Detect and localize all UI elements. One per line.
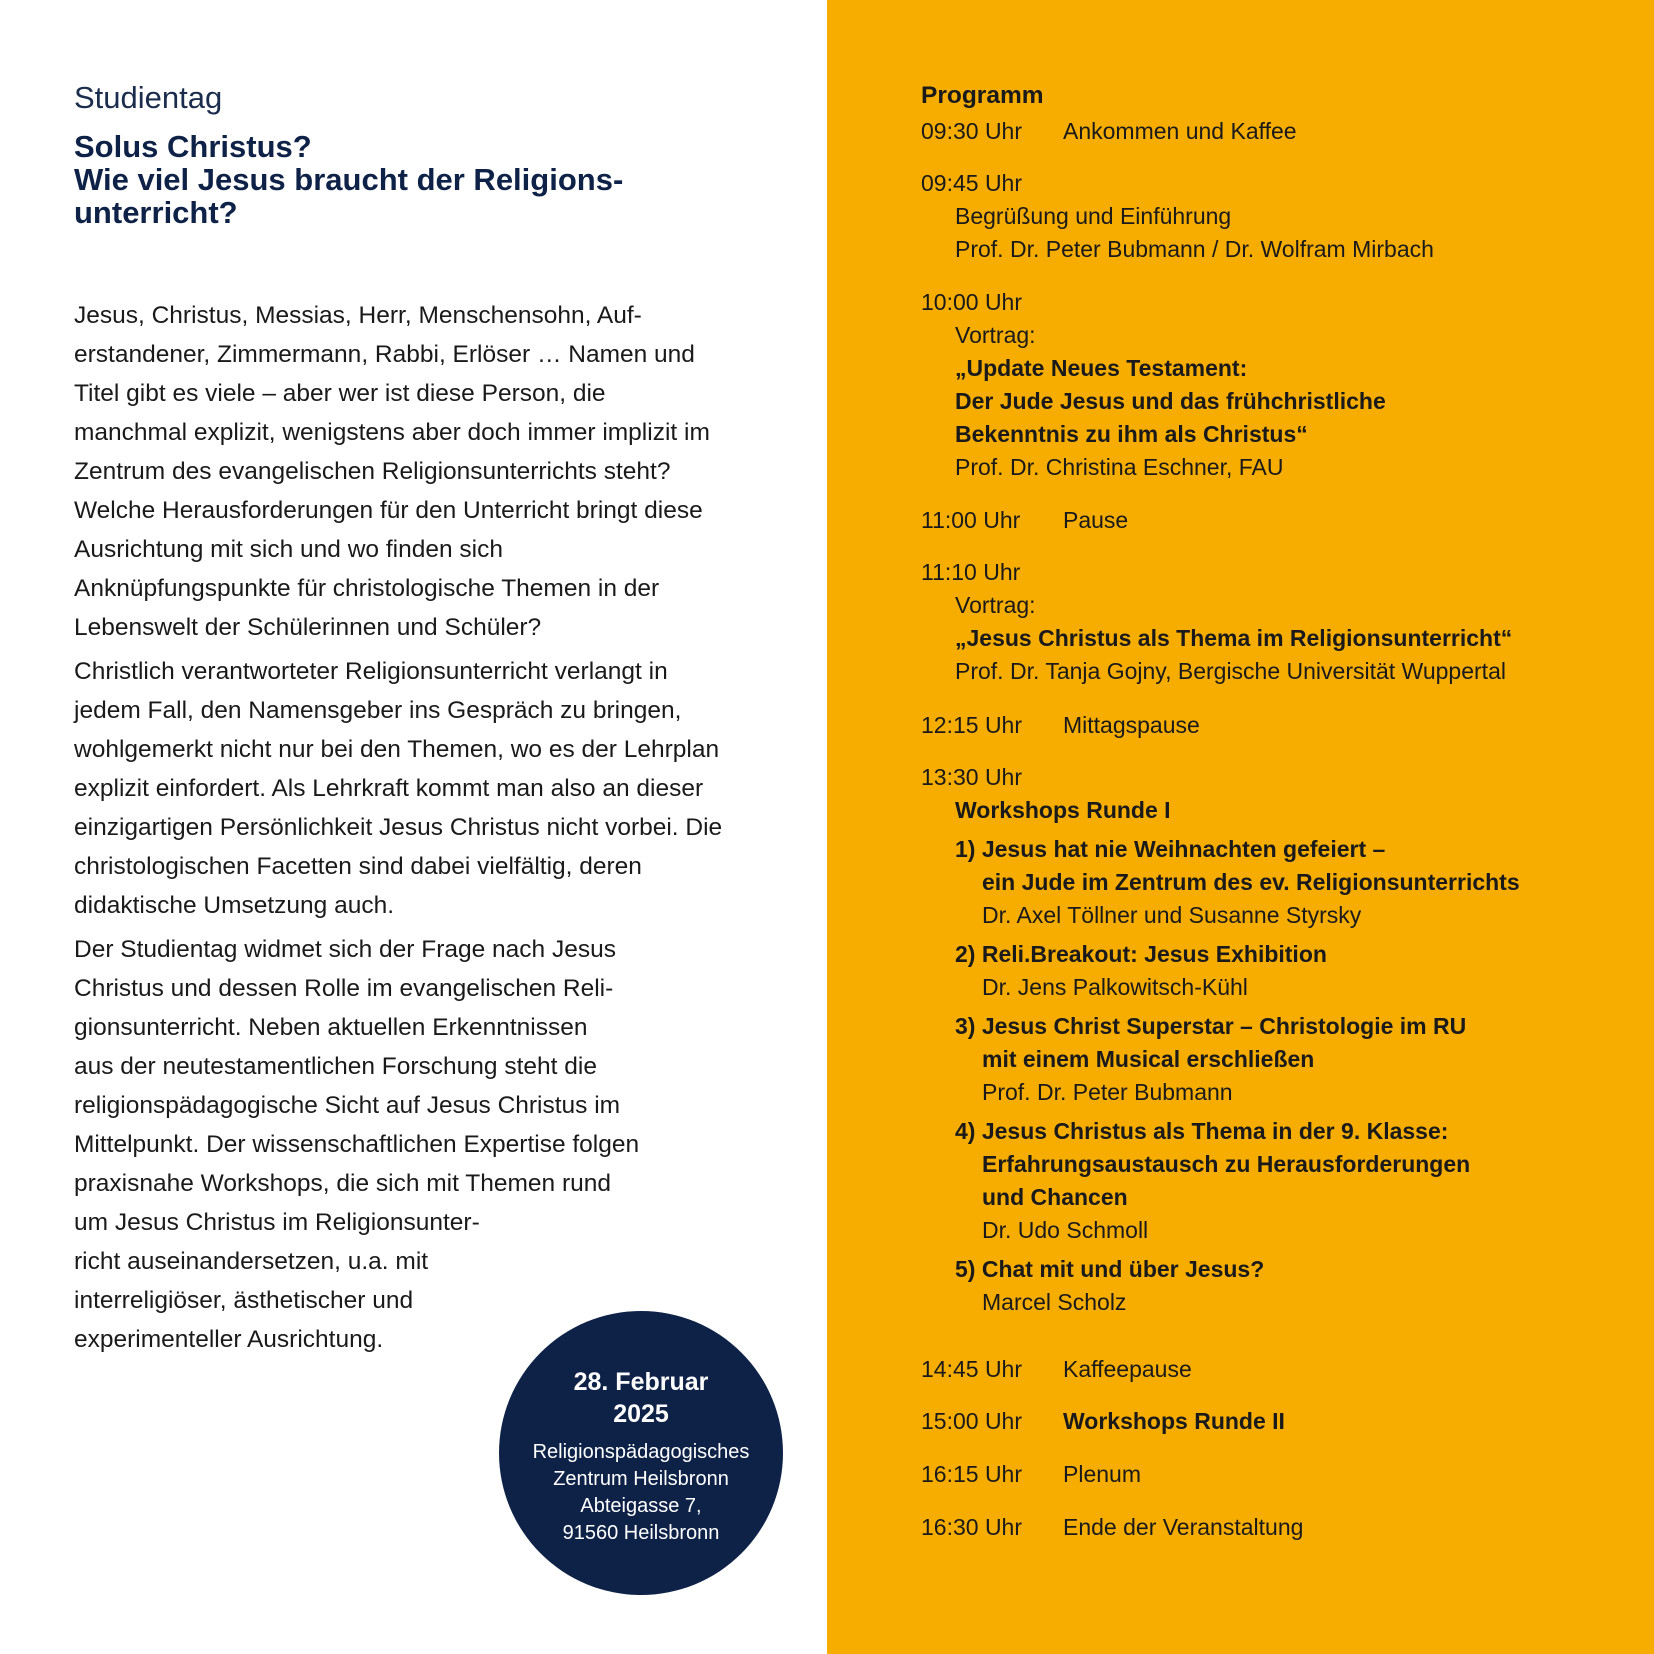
entry-text: Mittagspause (1063, 712, 1200, 738)
entry-label: Vortrag: (955, 592, 1036, 618)
workshop-title: 2) Reli.Breakout: Jesus Exhibition (955, 941, 1327, 967)
entry-text: Pause (1063, 507, 1129, 533)
event-date (499, 1366, 783, 1430)
program-heading: Programm (921, 82, 1044, 109)
text-line: interreligiöser, ästhetischer und (74, 1287, 414, 1314)
workshop-item (921, 1115, 1621, 1247)
location-line: 91560 Heilsbronn (562, 1522, 720, 1544)
entry-time: 15:00 Uhr (921, 1408, 1023, 1434)
lecture-title: Der Jude Jesus und das frühchristliche (955, 388, 1386, 414)
schedule-entry (921, 286, 1621, 504)
workshop-speaker: Dr. Axel Töllner und Susanne Styrsky (982, 902, 1362, 928)
schedule-entry (921, 1511, 1621, 1551)
location-line: Religionspädagogisches (532, 1441, 750, 1463)
description-paragraph: Jesus, Christus, Messias, Herr, Menschensohn, Auferstandener, Zimmermann, Rabbi, Erlöser … Namen und Titel gibt es viele – aber wer ist diese Person, die manchmal explizit, wenigstens aber doch immer implizit im Zentrum des evangelischen Religionsunterrichts steht? Welche Herausforderungen für den Unterricht bringt diese Ausrichtung mit sich und wo finden sich Anknüpfungspunkte für christologische Themen in der Lebenswelt der Schülerinnen und Schüler? (74, 302, 710, 641)
text-line: religionspädagogische Sicht auf Jesus Christus im (74, 1092, 621, 1119)
workshop-item (921, 1010, 1621, 1109)
workshop-speaker: Dr. Udo Schmoll (982, 1217, 1149, 1243)
workshop-title: 5) Chat mit und über Jesus? (955, 1256, 1265, 1282)
location-line: Abteigasse 7, (580, 1495, 702, 1517)
schedule-entry (921, 1458, 1621, 1511)
entry-time: 12:15 Uhr (921, 712, 1023, 738)
workshop-title: mit einem Musical erschließen (982, 1046, 1315, 1072)
workshop-item (921, 938, 1621, 1004)
schedule-entry (921, 167, 1621, 286)
workshop-title: 4) Jesus Christus als Thema in der 9. Klasse: (955, 1118, 1449, 1144)
description-paragraph (74, 930, 654, 1359)
date-line: 2025 (613, 1400, 669, 1428)
workshop-speaker: Dr. Jens Palkowitsch-Kühl (982, 974, 1248, 1000)
entry-time: 10:00 Uhr (921, 289, 1023, 315)
lecture-title: Bekenntnis zu ihm als Christus“ (955, 421, 1308, 447)
workshop-item (921, 1253, 1621, 1319)
description (74, 296, 724, 1359)
text-line: Mittelpunkt. Der wissenschaftlichen Expertise folgen (74, 1131, 640, 1158)
entry-text: Kaffeepause (1063, 1356, 1192, 1382)
schedule-entry (921, 556, 1621, 709)
entry-speaker: Prof. Dr. Tanja Gojny, Bergische Universität Wuppertal (955, 658, 1506, 684)
title-line: Wie viel Jesus braucht der Religions- (74, 162, 624, 197)
event-type: Studientag (74, 80, 223, 115)
entry-time: 16:15 Uhr (921, 1461, 1023, 1487)
workshop-speaker: Prof. Dr. Peter Bubmann (982, 1079, 1233, 1105)
event-title (74, 130, 714, 229)
text-line: gionsunterricht. Neben aktuellen Erkenntnissen (74, 1014, 588, 1041)
date-line: 28. Februar (573, 1368, 709, 1396)
workshop-speaker: Marcel Scholz (982, 1289, 1127, 1315)
text-line: um Jesus Christus im Religionsunter- (74, 1209, 480, 1236)
text-line: aus der neutestamentlichen Forschung steht die (74, 1053, 597, 1080)
entry-time: 11:00 Uhr (921, 507, 1021, 533)
title-line: unterricht? (74, 195, 238, 230)
schedule-entry (921, 761, 1621, 1353)
schedule-entry (921, 1405, 1621, 1458)
workshop-title: Erfahrungsaustausch zu Herausforderungen (982, 1151, 1471, 1177)
workshop-title: 1) Jesus hat nie Weihnachten gefeiert – (955, 836, 1386, 862)
lecture-title: „Jesus Christus als Thema im Religionsunterricht“ (955, 625, 1513, 651)
entry-time: 11:10 Uhr (921, 559, 1021, 585)
entry-time: 14:45 Uhr (921, 1356, 1023, 1382)
program-schedule (921, 78, 1621, 1551)
text-line: richt auseinandersetzen, u.a. mit (74, 1248, 429, 1275)
date-location-badge (499, 1311, 783, 1595)
entry-speaker: Prof. Dr. Peter Bubmann / Dr. Wolfram Mirbach (955, 236, 1434, 262)
entry-time: 09:30 Uhr (921, 118, 1023, 144)
event-location (499, 1439, 783, 1547)
workshop-title: ein Jude im Zentrum des ev. Religionsunterrichts (982, 869, 1520, 895)
workshop-title: und Chancen (982, 1184, 1128, 1210)
text-line: Der Studientag widmet sich der Frage nach Jesus (74, 936, 616, 963)
entry-text: Plenum (1063, 1461, 1141, 1487)
workshop-title: 3) Jesus Christ Superstar – Christologie im RU (955, 1013, 1467, 1039)
text-line: experimenteller Ausrichtung. (74, 1326, 384, 1353)
entry-text: Ende der Veranstaltung (1063, 1514, 1304, 1540)
entry-time: 16:30 Uhr (921, 1514, 1023, 1540)
location-line: Zentrum Heilsbronn (553, 1468, 729, 1490)
entry-label: Vortrag: (955, 322, 1036, 348)
workshop-round-title: Workshops Runde I (955, 797, 1171, 823)
title-line: Solus Christus? (74, 129, 312, 164)
workshop-item (921, 833, 1621, 932)
schedule-entry (921, 504, 1621, 556)
schedule-entry (921, 115, 1621, 167)
entry-text: Begrüßung und Einführung (955, 203, 1232, 229)
entry-text: Workshops Runde II (1063, 1408, 1285, 1434)
entry-time: 09:45 Uhr (921, 170, 1023, 196)
text-line: Christus und dessen Rolle im evangelischen Reli- (74, 975, 614, 1002)
entry-time: 13:30 Uhr (921, 764, 1023, 790)
text-line: praxisnahe Workshops, die sich mit Themen rund (74, 1170, 611, 1197)
lecture-title: „Update Neues Testament: (955, 355, 1248, 381)
description-paragraph: Christlich verantworteter Religionsunterricht verlangt in jedem Fall, den Namensgeber ins Gespräch zu bringen, wohlgemerkt nicht nur bei den Themen, wo es der Lehrplan explizit einfordert. Als Lehrkraft kommt man also an dieser einzigartigen Persönlichkeit Jesus Christus nicht vorbei. Die christologischen Facetten sind dabei vielfältig, deren didaktische Umsetzung auch. (74, 658, 723, 919)
schedule-entry (921, 709, 1621, 761)
entry-text: Ankommen und Kaffee (1063, 118, 1297, 144)
schedule-entry (921, 1353, 1621, 1405)
entry-speaker: Prof. Dr. Christina Eschner, FAU (955, 454, 1284, 480)
